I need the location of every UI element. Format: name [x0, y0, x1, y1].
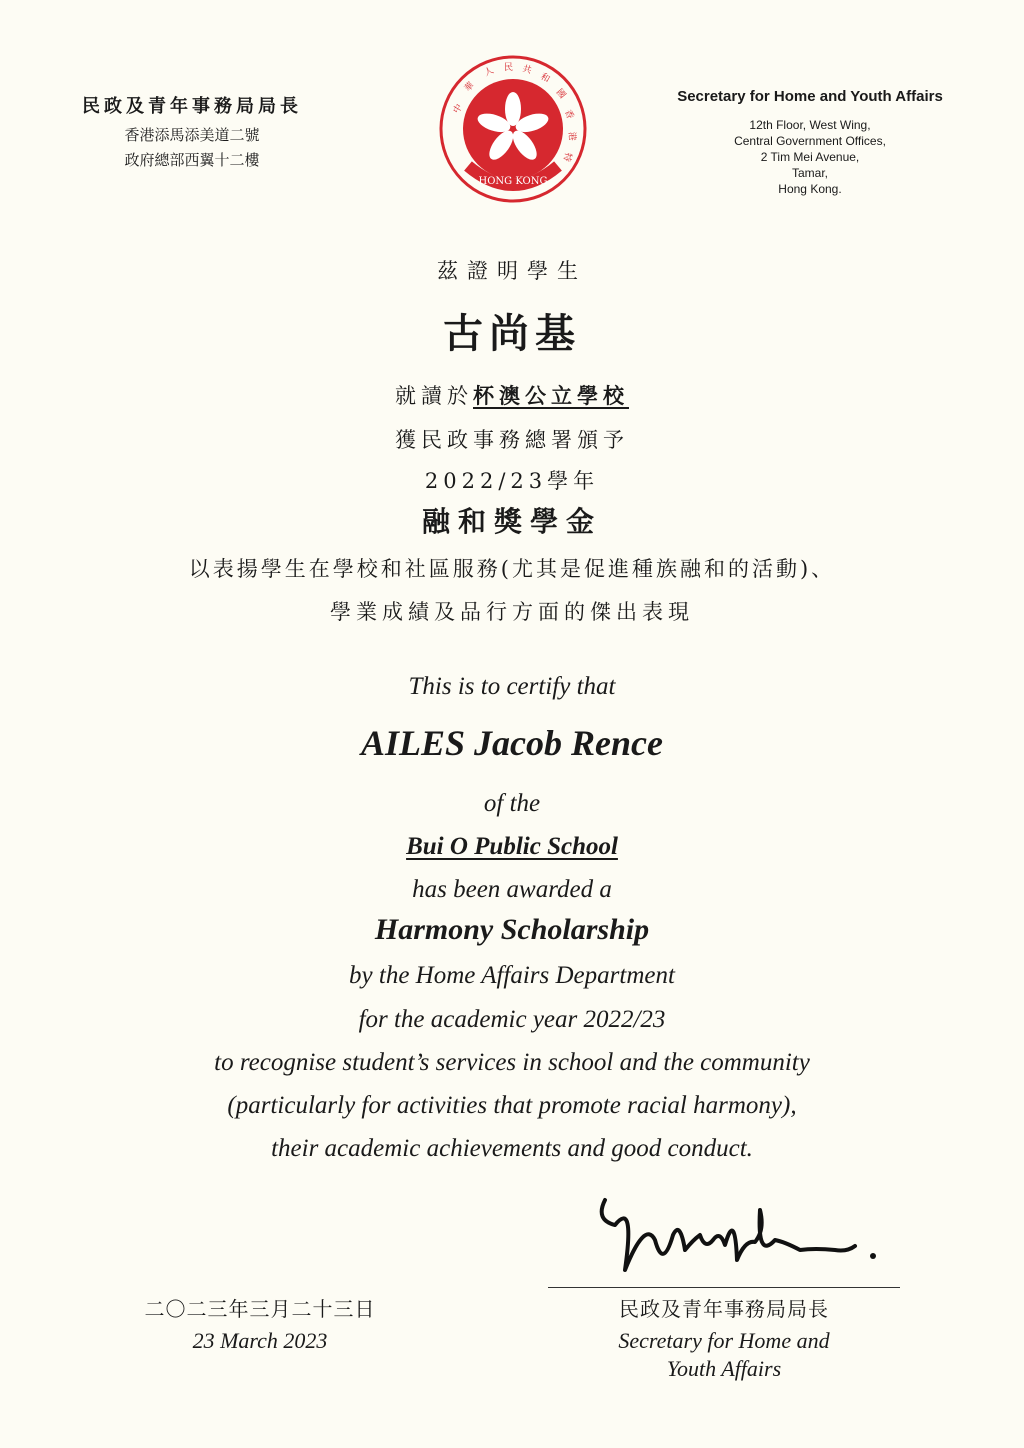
svg-text:和: 和 [538, 71, 552, 86]
address-en-line: Central Government Offices, [734, 134, 886, 148]
address-zh-line1: 香港添馬添美道二號 [124, 126, 260, 144]
zh-scholarship-name: 融和獎學金 [421, 505, 602, 538]
header-right-block [650, 88, 970, 197]
address-en-line: 2 Tim Mei Avenue, [760, 150, 860, 164]
en-of-the: of the [483, 790, 541, 817]
address-zh-line2: 政府總部西翼十二樓 [124, 151, 260, 169]
address-en-line: 12th Floor, West Wing, [749, 118, 871, 132]
zh-awarded-by: 獲民政事務總署頒予 [395, 428, 629, 452]
en-awarded-line: has been awarded a [412, 876, 612, 903]
en-school-line [0, 833, 1024, 861]
en-reason-line1: to recognise student’s services in school and the community [214, 1049, 810, 1076]
zh-reason-line1: 以表揚學生在學校和社區服務(尤其是促進種族融和的活動)、 [188, 557, 836, 581]
date-block [110, 1293, 410, 1354]
zh-reason-line2: 學業成績及品行方面的傑出表現 [330, 600, 694, 624]
address-en-line: Tamar, [791, 166, 828, 180]
zh-academic-year: 2022/23學年 [424, 469, 600, 493]
svg-text:香: 香 [562, 108, 575, 121]
svg-text:港: 港 [566, 131, 577, 142]
signature-line [548, 1287, 900, 1288]
en-reason-line3: their academic achievements and good conduct. [271, 1135, 753, 1162]
zh-student-name: 古尚基 [443, 310, 581, 357]
svg-text:中: 中 [451, 102, 466, 116]
signatory-en-line2: Youth Affairs [666, 1356, 782, 1381]
en-by-line: by the Home Affairs Department [349, 962, 675, 989]
date-zh: 二〇二三年三月二十三日 [144, 1297, 376, 1321]
svg-text:人: 人 [483, 65, 496, 79]
signatory-zh: 民政及青年事務局局長 [619, 1297, 829, 1321]
svg-text:HONG KONG: HONG KONG [478, 176, 548, 187]
en-scholarship-name: Harmony Scholarship [374, 913, 650, 946]
en-reason-line2: (particularly for activities that promote racial harmony), [227, 1092, 797, 1119]
signatory-en-line1: Secretary for Home and [618, 1328, 830, 1353]
office-title-en: Secretary for Home and Youth Affairs [677, 88, 943, 105]
svg-text:國: 國 [553, 87, 568, 101]
hong-kong-emblem-icon [438, 54, 588, 204]
svg-text:民: 民 [504, 63, 514, 73]
zh-school-line [0, 380, 1024, 410]
zh-school-name: 杯澳公立學校 [473, 383, 629, 408]
header-left-block [82, 92, 342, 170]
svg-text:華: 華 [463, 80, 477, 95]
en-year-line: for the academic year 2022/23 [358, 1006, 666, 1033]
zh-studying-at: 就讀於 [395, 384, 473, 408]
office-title-zh: 民政及青年事務局局長 [82, 96, 302, 117]
svg-text:特: 特 [560, 151, 573, 163]
svg-text:共: 共 [521, 64, 533, 77]
signatory-block [548, 1293, 900, 1382]
en-certify-line: This is to certify that [408, 673, 616, 700]
date-en: 23 March 2023 [192, 1328, 328, 1353]
zh-certify-line: 茲證明學生 [437, 259, 587, 283]
signature-icon [585, 1180, 885, 1290]
en-student-name: AILES Jacob Rence [361, 723, 663, 763]
en-school-name: Bui O Public School [406, 833, 618, 860]
address-en-line: Hong Kong. [778, 182, 842, 196]
